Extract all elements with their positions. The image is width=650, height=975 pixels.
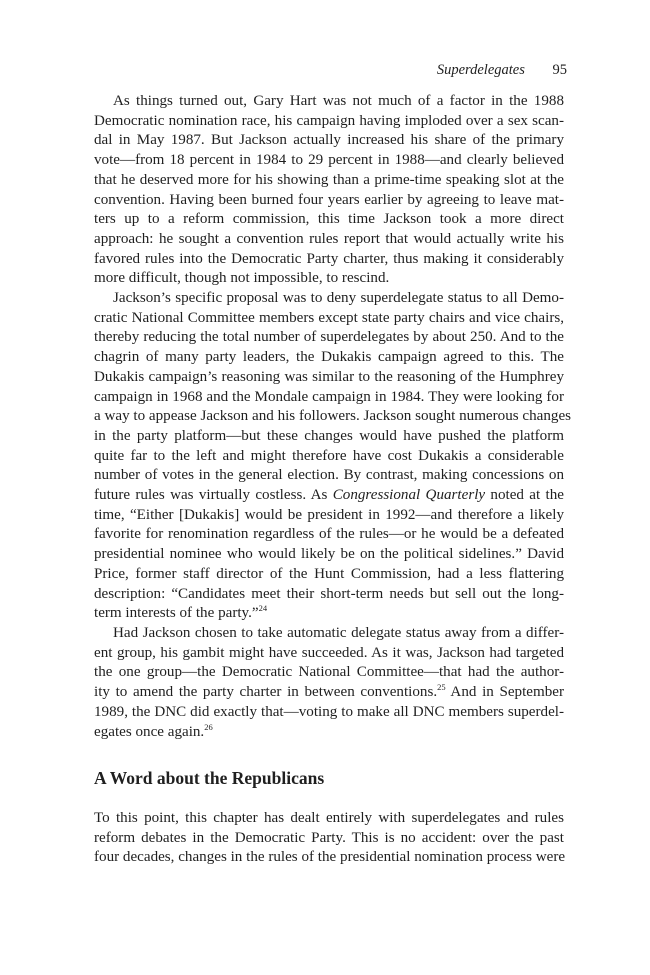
text-line <box>94 683 564 703</box>
text-line: campaign in 1968 and the Mondale campaign in 1984. They were looking for <box>94 388 564 405</box>
text-line: number of votes in the general election. By contrast, making concessions on <box>94 467 564 484</box>
text-line: more difficult, though not impossible, to rescind. <box>94 270 390 287</box>
text-line <box>94 486 564 506</box>
text-line: convention. Having been burned four years earlier by agreeing to leave mat- <box>94 191 564 208</box>
text-line: dal in May 1987. But Jackson actually increased his share of the primary <box>94 132 564 149</box>
paragraph-3 <box>94 624 564 742</box>
paragraph-2 <box>94 289 572 624</box>
text-run: And in September <box>445 684 564 701</box>
text-line: description: “Candidates meet their short-term needs but sell out the long- <box>94 585 564 602</box>
page-body <box>94 92 572 868</box>
text-line: cratic National Committee members except state party chairs and vice chairs, <box>94 309 564 326</box>
footnote-marker[interactable]: 26 <box>204 721 213 732</box>
running-header <box>437 62 567 79</box>
text-line: approach: he sought a convention rules report that would actually write his <box>94 230 564 247</box>
text-run: noted at the <box>485 487 564 504</box>
text-line: chagrin of many party leaders, the Dukakis campaign agreed to this. The <box>94 349 564 366</box>
text-line: To this point, this chapter has dealt entirely with superdelegates and rules <box>94 809 564 826</box>
text-line: in the party platform—but these changes would have pushed the platform <box>94 427 564 444</box>
section-heading: A Word about the Republicans <box>94 768 325 789</box>
text-run: term interests of the party.” <box>94 605 259 622</box>
text-line: a way to appease Jackson and his followers. Jackson sought numerous changes <box>94 408 572 425</box>
footnote-marker[interactable]: 24 <box>258 603 268 614</box>
text-line: reform debates in the Democratic Party. This is no accident: over the past <box>94 829 564 846</box>
text-line: favored rules into the Democratic Party charter, thus making it considerably <box>94 250 564 267</box>
text-line: ters up to a reform commission, this time Jackson took a more direct <box>94 211 564 228</box>
paragraph-4 <box>94 809 564 868</box>
text-line: favorite for renomination regardless of the rules—or he would be a defeated <box>94 526 564 543</box>
paragraph-1 <box>94 92 564 289</box>
text-line: As things turned out, Gary Hart was not much of a factor in the 1988 <box>113 93 564 109</box>
footnote-marker[interactable]: 25 <box>437 682 446 693</box>
text-line: Democratic nomination race, his campaign having imploded over a sex scan- <box>94 112 564 129</box>
text-line: Had Jackson chosen to take automatic delegate status away from a differ- <box>113 624 564 641</box>
page-number: 95 <box>552 62 567 78</box>
text-line: Jackson’s specific proposal was to deny superdelegate status to all Demo- <box>113 290 564 307</box>
running-title: Superdelegates <box>436 62 525 78</box>
text-line: that he deserved more for his showing than a prime-time speaking slot at the <box>94 171 564 188</box>
text-line <box>94 723 564 743</box>
text-line: Price, former staff director of the Hunt Commission, had a less flattering <box>94 565 564 582</box>
text-line: quite far to the left and might therefore have cost Dukakis a considerable <box>94 447 564 464</box>
text-line: vote—from 18 percent in 1984 to 29 percent in 1988—and clearly believed <box>94 152 564 169</box>
text-line: Dukakis campaign’s reasoning was similar to the reasoning of the Humphrey <box>94 368 564 385</box>
text-run: ity to amend the party charter in between conventions. <box>94 684 438 701</box>
text-run: future rules was virtually costless. As <box>94 487 333 504</box>
text-line: the one group—the Democratic National Committee—that had the author- <box>94 664 564 681</box>
publication-title: Congressional Quarterly <box>332 487 486 504</box>
text-line: presidential nominee who would likely be on the political sidelines.” David <box>94 546 564 563</box>
text-line: 1989, the DNC did exactly that—voting to make all DNC members superdel- <box>94 703 564 720</box>
text-line: ent group, his gambit might have succeeded. As it was, Jackson had targeted <box>94 644 564 661</box>
text-line <box>94 604 564 624</box>
text-line: time, “Either [Dukakis] would be president in 1992—and therefore a likely <box>94 506 564 523</box>
text-line: four decades, changes in the rules of the presidential nomination process were <box>94 849 566 866</box>
text-run: egates once again. <box>94 723 205 740</box>
text-line: thereby reducing the total number of superdelegates by about 250. And to the <box>94 329 564 346</box>
